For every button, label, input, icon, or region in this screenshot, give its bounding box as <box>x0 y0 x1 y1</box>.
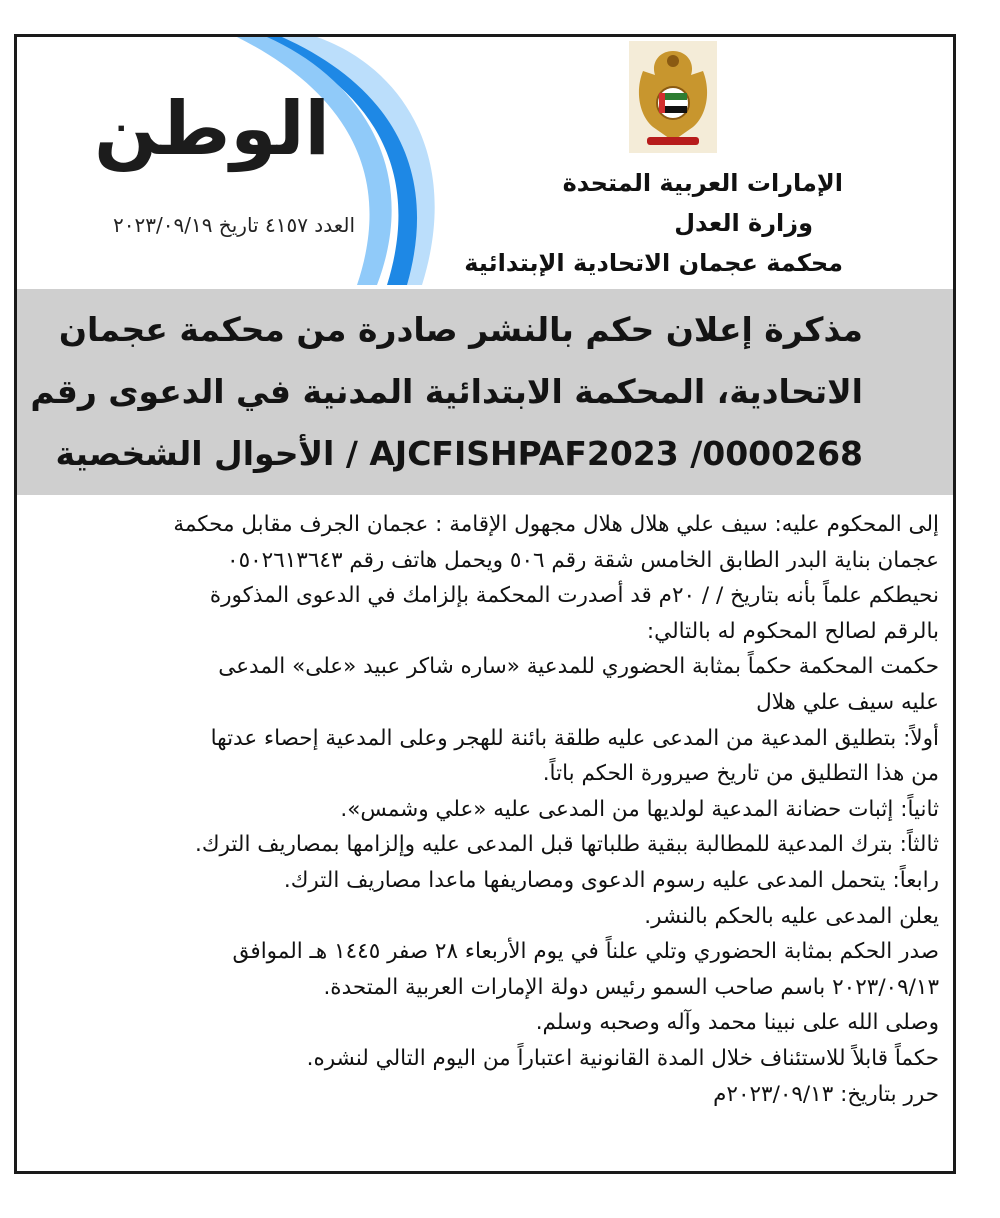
title-line-1: مذكرة إعلان حكم بالنشر صادرة من محكمة عجمان <box>58 310 863 349</box>
body-line: صدر الحكم بمثابة الحضوري وتلي علناً في يوم الأربعاء ٢٨ صفر ١٤٤٥ هـ الموافق <box>232 939 939 965</box>
legal-notice-frame <box>14 34 956 1174</box>
body-line: عجمان بناية البدر الطابق الخامس شقة رقم ٥٠٦ ويحمل هاتف رقم ٠٥٠٢٦١٣٦٤٣ <box>227 547 939 573</box>
body-line: حرر بتاريخ: ٢٠٢٣/٠٩/١٣م <box>713 1081 939 1107</box>
title-line-2: الاتحادية، المحكمة الابتدائية المدنية في الدعوى رقم <box>30 372 863 411</box>
body-line: ثانياً: إثبات حضانة المدعية لولديها من المدعى عليه «علي وشمس». <box>340 796 939 822</box>
body-line: من هذا التطليق من تاريخ صيرورة الحكم باتاً. <box>542 761 939 787</box>
body-line: رابعاً: يتحمل المدعى عليه رسوم الدعوى ومصاريفها ماعدا مصاريف الترك. <box>283 867 939 893</box>
body-line: حكمت المحكمة حكماً بمثابة الحضوري للمدعية «ساره شاكر عبيد «على» المدعى <box>218 654 939 680</box>
body-line: نحيطكم علماً بأنه بتاريخ / / ٢٠م قد أصدرت المحكمة بإلزامك في الدعوى المذكورة <box>209 583 939 609</box>
notice-header <box>17 37 953 285</box>
body-line: إلى المحكوم عليه: سيف علي هلال هلال مجهول الإقامة : عجمان الجرف مقابل محكمة <box>173 512 939 537</box>
body-line: وصلى الله على نبينا محمد وآله وصحبه وسلم. <box>535 1010 939 1036</box>
body-line: يعلن المدعى عليه بالحكم بالنشر. <box>644 903 939 929</box>
body-line: بالرقم لصالح المحكوم له بالتالي: <box>646 618 939 644</box>
court-name: محكمة عجمان الاتحادية الإبتدائية <box>464 249 843 277</box>
body-line: أولاً: بتطليق المدعية من المدعى عليه طلقة بائنة للهجر وعلى المدعية إحصاء عدتها <box>210 725 939 751</box>
body-line: عليه سيف علي هلال <box>756 689 939 715</box>
uae-emblem-icon <box>629 41 717 153</box>
title-line-3: AJCFISHPAF2023 /0000268 / الأحوال الشخصية <box>55 434 863 473</box>
country-name: الإمارات العربية المتحدة <box>562 169 843 197</box>
body-line: ٢٠٢٣/٠٩/١٣ باسم صاحب السمو رئيس دولة الإمارات العربية المتحدة. <box>323 974 939 1000</box>
ministry-name: وزارة العدل <box>674 209 813 237</box>
body-line: ثالثاً: بترك المدعية للمطالبة ببقية طلباتها قبل المدعى عليه وإلزامها بمصاريف الترك. <box>195 832 939 858</box>
government-heading <box>463 163 843 283</box>
notice-title-banner <box>17 289 953 495</box>
notice-body <box>31 507 939 1112</box>
issue-number-date: العدد ٤١٥٧ تاريخ ٢٠٢٣/٠٩/١٩ <box>113 213 355 237</box>
body-line: حكماً قابلاً للاستئناف خلال المدة القانونية اعتباراً من اليوم التالي لنشره. <box>306 1045 939 1071</box>
newspaper-name: الوطن <box>94 86 330 172</box>
